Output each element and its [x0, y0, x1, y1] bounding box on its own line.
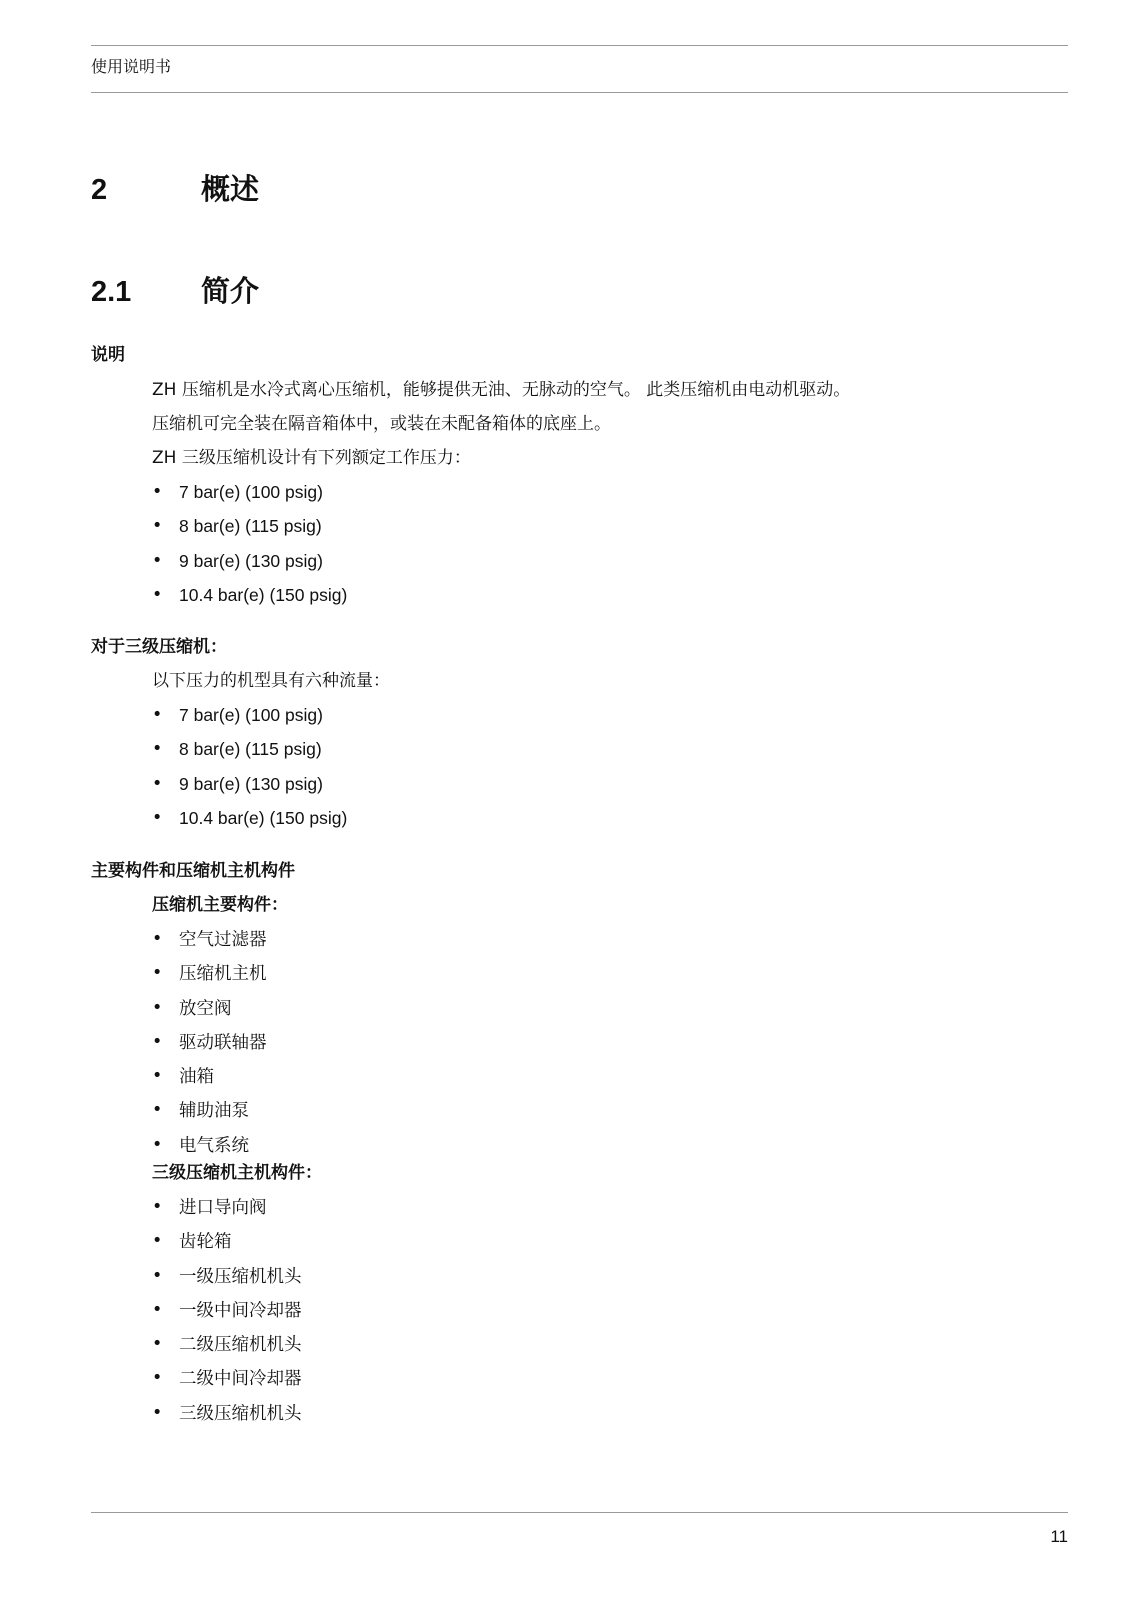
section-heading [91, 274, 259, 309]
bullet-icon: • [152, 739, 163, 760]
bullet-icon: • [152, 1334, 163, 1355]
description-paragraph: ZH 三级压缩机设计有下列额定工作压力： [152, 448, 471, 468]
bullet-icon: • [152, 1368, 163, 1389]
section-number: 2.1 [91, 276, 132, 308]
footer-rule [91, 1512, 1068, 1513]
description-paragraph: 压缩机可完全装在隔音箱体中，或装在未配备箱体的底座上。 [152, 414, 611, 434]
bullet-icon: • [152, 1197, 163, 1217]
bullet-icon: • [152, 1066, 163, 1087]
chapter-number: 2 [91, 174, 108, 206]
bullet-icon: • [152, 1402, 163, 1423]
bullet-icon: • [152, 1100, 163, 1121]
chapter-title: 概述 [201, 172, 260, 206]
bullet-icon: • [152, 929, 163, 949]
bullet-icon: • [152, 482, 163, 502]
header-title: 使用说明书 [91, 57, 172, 76]
header-rule-top [91, 45, 1068, 46]
bullet-icon: • [152, 516, 163, 537]
header-rule-bottom [91, 92, 1068, 93]
chapter-heading [91, 172, 259, 207]
bullet-icon: • [152, 550, 163, 571]
bullet-icon: • [152, 705, 163, 725]
three-stage-label: 对于三级压缩机： [91, 637, 227, 657]
section-title: 简介 [201, 274, 260, 308]
bullet-icon: • [152, 1299, 163, 1320]
manual-page: 使用说明书 2 概述 2.1 简介 说明 ZH 压缩机是水冷式离心压缩机，能够提供无油、无脉动的空气。 此类压缩机由电动机驱动。 压缩机可完全装在隔音箱体中，或装在未配备箱体的底座上。 ZH 三级压缩机设计有下列额定工作压力： • 7 bar(e) (100 psig) • 8 bar(e) (115 psig) • 9 bar(e) (130 psig) • 10.4 bar(e) (150 psig) 对于三级压缩机： 以下压力的机型具有六种流量： • 7 bar(e) (100 psig) • 8 bar(e) (115 psig) • 9 bar(e) (130 psig) • 10.4 bar(e) (150 psig) 主要构件和压缩机主机构件 压缩机主要构件： • 空气过滤器 • 压缩机主机 • 放空阀 • 驱动联轴器 • 油箱 • 辅助油泵 • 电气系统 三级压缩机主机构件： • 进口导向阀 • 齿轮箱 • 一级压缩机机头 • 一级中间冷却器 • 二级压缩机机头 • 二级中间冷却器 • 三级压缩机机头 11 [0, 0, 1130, 1600]
bullet-icon: • [152, 807, 163, 828]
bullet-icon: • [152, 773, 163, 794]
three-stage-intro: 以下压力的机型具有六种流量： [152, 671, 390, 691]
bullet-icon: • [152, 1231, 163, 1252]
bullet-icon: • [152, 584, 163, 605]
bullet-icon: • [152, 1134, 163, 1155]
bullet-icon: • [152, 1265, 163, 1286]
bullet-icon: • [152, 1031, 163, 1052]
bullet-icon: • [152, 963, 163, 984]
description-label: 说明 [91, 345, 125, 365]
main-components-label: 压缩机主要构件： [152, 895, 288, 915]
element-components-label: 三级压缩机主机构件： [152, 1163, 322, 1183]
page-number: 11 [1050, 1527, 1068, 1546]
description-paragraph: ZH 压缩机是水冷式离心压缩机，能够提供无油、无脉动的空气。 此类压缩机由电动机驱动。 [152, 380, 851, 400]
components-label: 主要构件和压缩机主机构件 [91, 861, 295, 881]
bullet-icon: • [152, 997, 163, 1018]
